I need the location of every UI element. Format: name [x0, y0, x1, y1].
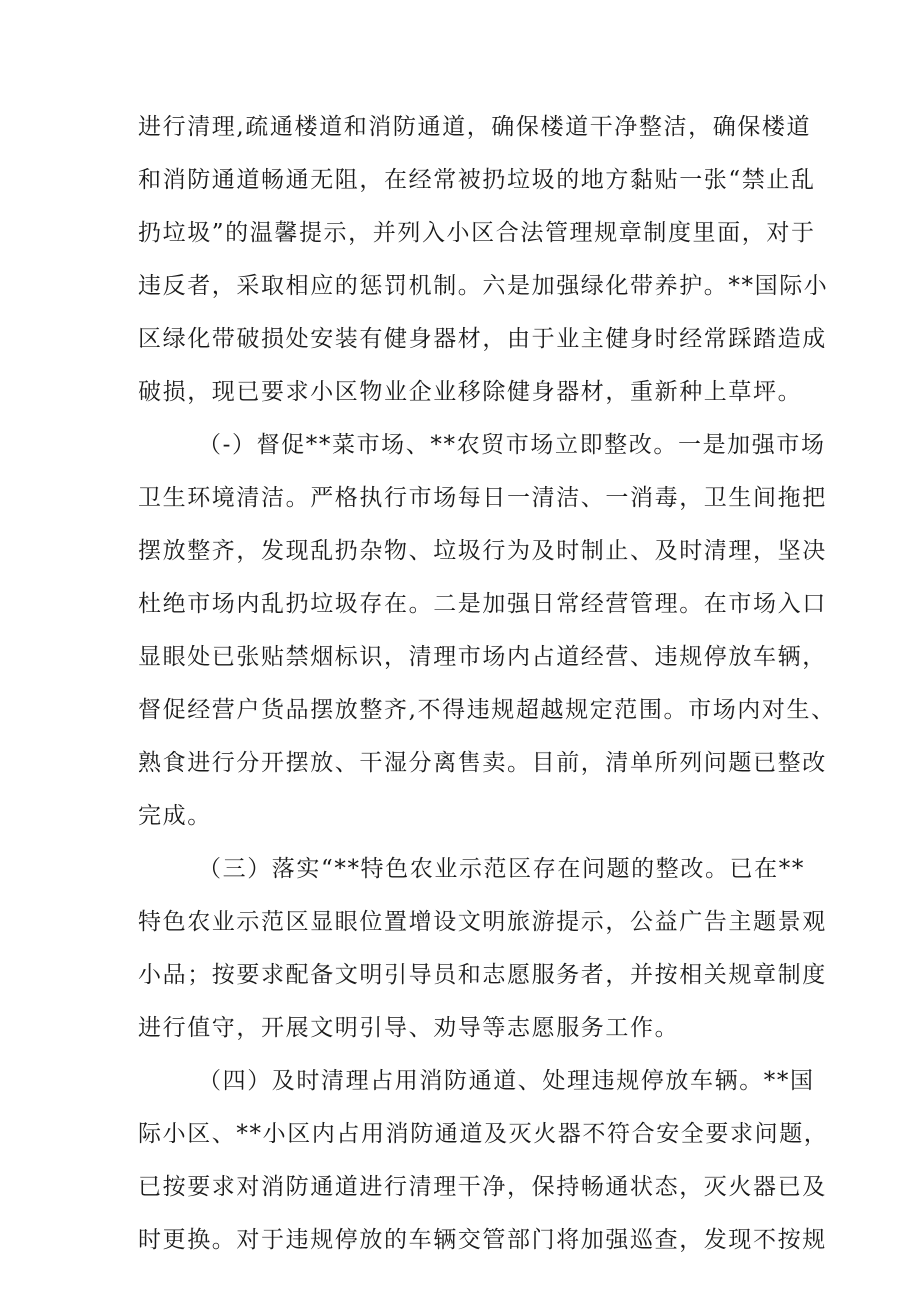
- text-line: 际小区、**小区内占用消防通道及灭火器不符合安全要求问题，: [138, 1121, 829, 1147]
- text-line: 特色农业示范区显眼位置增设文明旅游提示，公益广告主题景观: [138, 909, 827, 935]
- text-line: 完成。: [138, 803, 212, 829]
- text-line: 扔垃圾”的温馨提示，并列入小区合法管理规章制度里面，对于: [138, 220, 816, 246]
- text-line: 小品；按要求配备文明引导员和志愿服务者，并按相关规章制度: [138, 962, 827, 988]
- paragraph-2-heading-line: （-）督促**菜市场、**农贸市场立即整改。一是加强市场: [198, 432, 826, 458]
- text-line: 卫生环境清洁。严格执行市场每日一清洁、一消毒，卫生间拖把: [138, 485, 827, 511]
- text-line: 已按要求对消防通道进行清理干净，保持畅通状态，灭火器已及: [138, 1174, 827, 1200]
- text-line: 进行清理,疏通楼道和消防通道，确保楼道干净整洁，确保楼道: [138, 114, 812, 140]
- text-line: 和消防通道畅通无阻，在经常被扔垃圾的地方黏贴一张“禁止乱: [138, 167, 816, 193]
- text-line: 熟食进行分开摆放、干湿分离售卖。目前，清单所列问题已整改: [138, 750, 827, 776]
- paragraph-4-heading-line: （四）及时清理占用消防通道、处理违规停放车辆。**国: [198, 1068, 815, 1094]
- text-line: 进行值守，开展文明引导、劝导等志愿服务工作。: [138, 1015, 680, 1041]
- text-line: 违反者，采取相应的惩罚机制。六是加强绿化带养护。**国际小: [138, 273, 829, 299]
- text-line: 显眼处已张贴禁烟标识，清理市场内占道经营、违规停放车辆，: [138, 644, 827, 670]
- text-line: 督促经营户货品摆放整齐,不得违规超越规定范围。市场内对生、: [138, 697, 836, 723]
- text-line: 破损，现已要求小区物业企业移除健身器材，重新种上草坪。: [138, 379, 803, 405]
- text-line: 时更换。对于违规停放的车辆交管部门将加强巡查，发现不按规: [138, 1227, 827, 1253]
- text-line: 区绿化带破损处安装有健身器材，由于业主健身时经常踩踏造成: [138, 326, 827, 352]
- text-line: 杜绝市场内乱扔垃圾存在。二是加强日常经营管理。在市场入口: [138, 591, 827, 617]
- text-line: 摆放整齐，发现乱扔杂物、垃圾行为及时制止、及时清理，坚决: [138, 538, 827, 564]
- paragraph-3-heading-line: （三）落实“**特色农业示范区存在问题的整改。已在**: [198, 856, 805, 882]
